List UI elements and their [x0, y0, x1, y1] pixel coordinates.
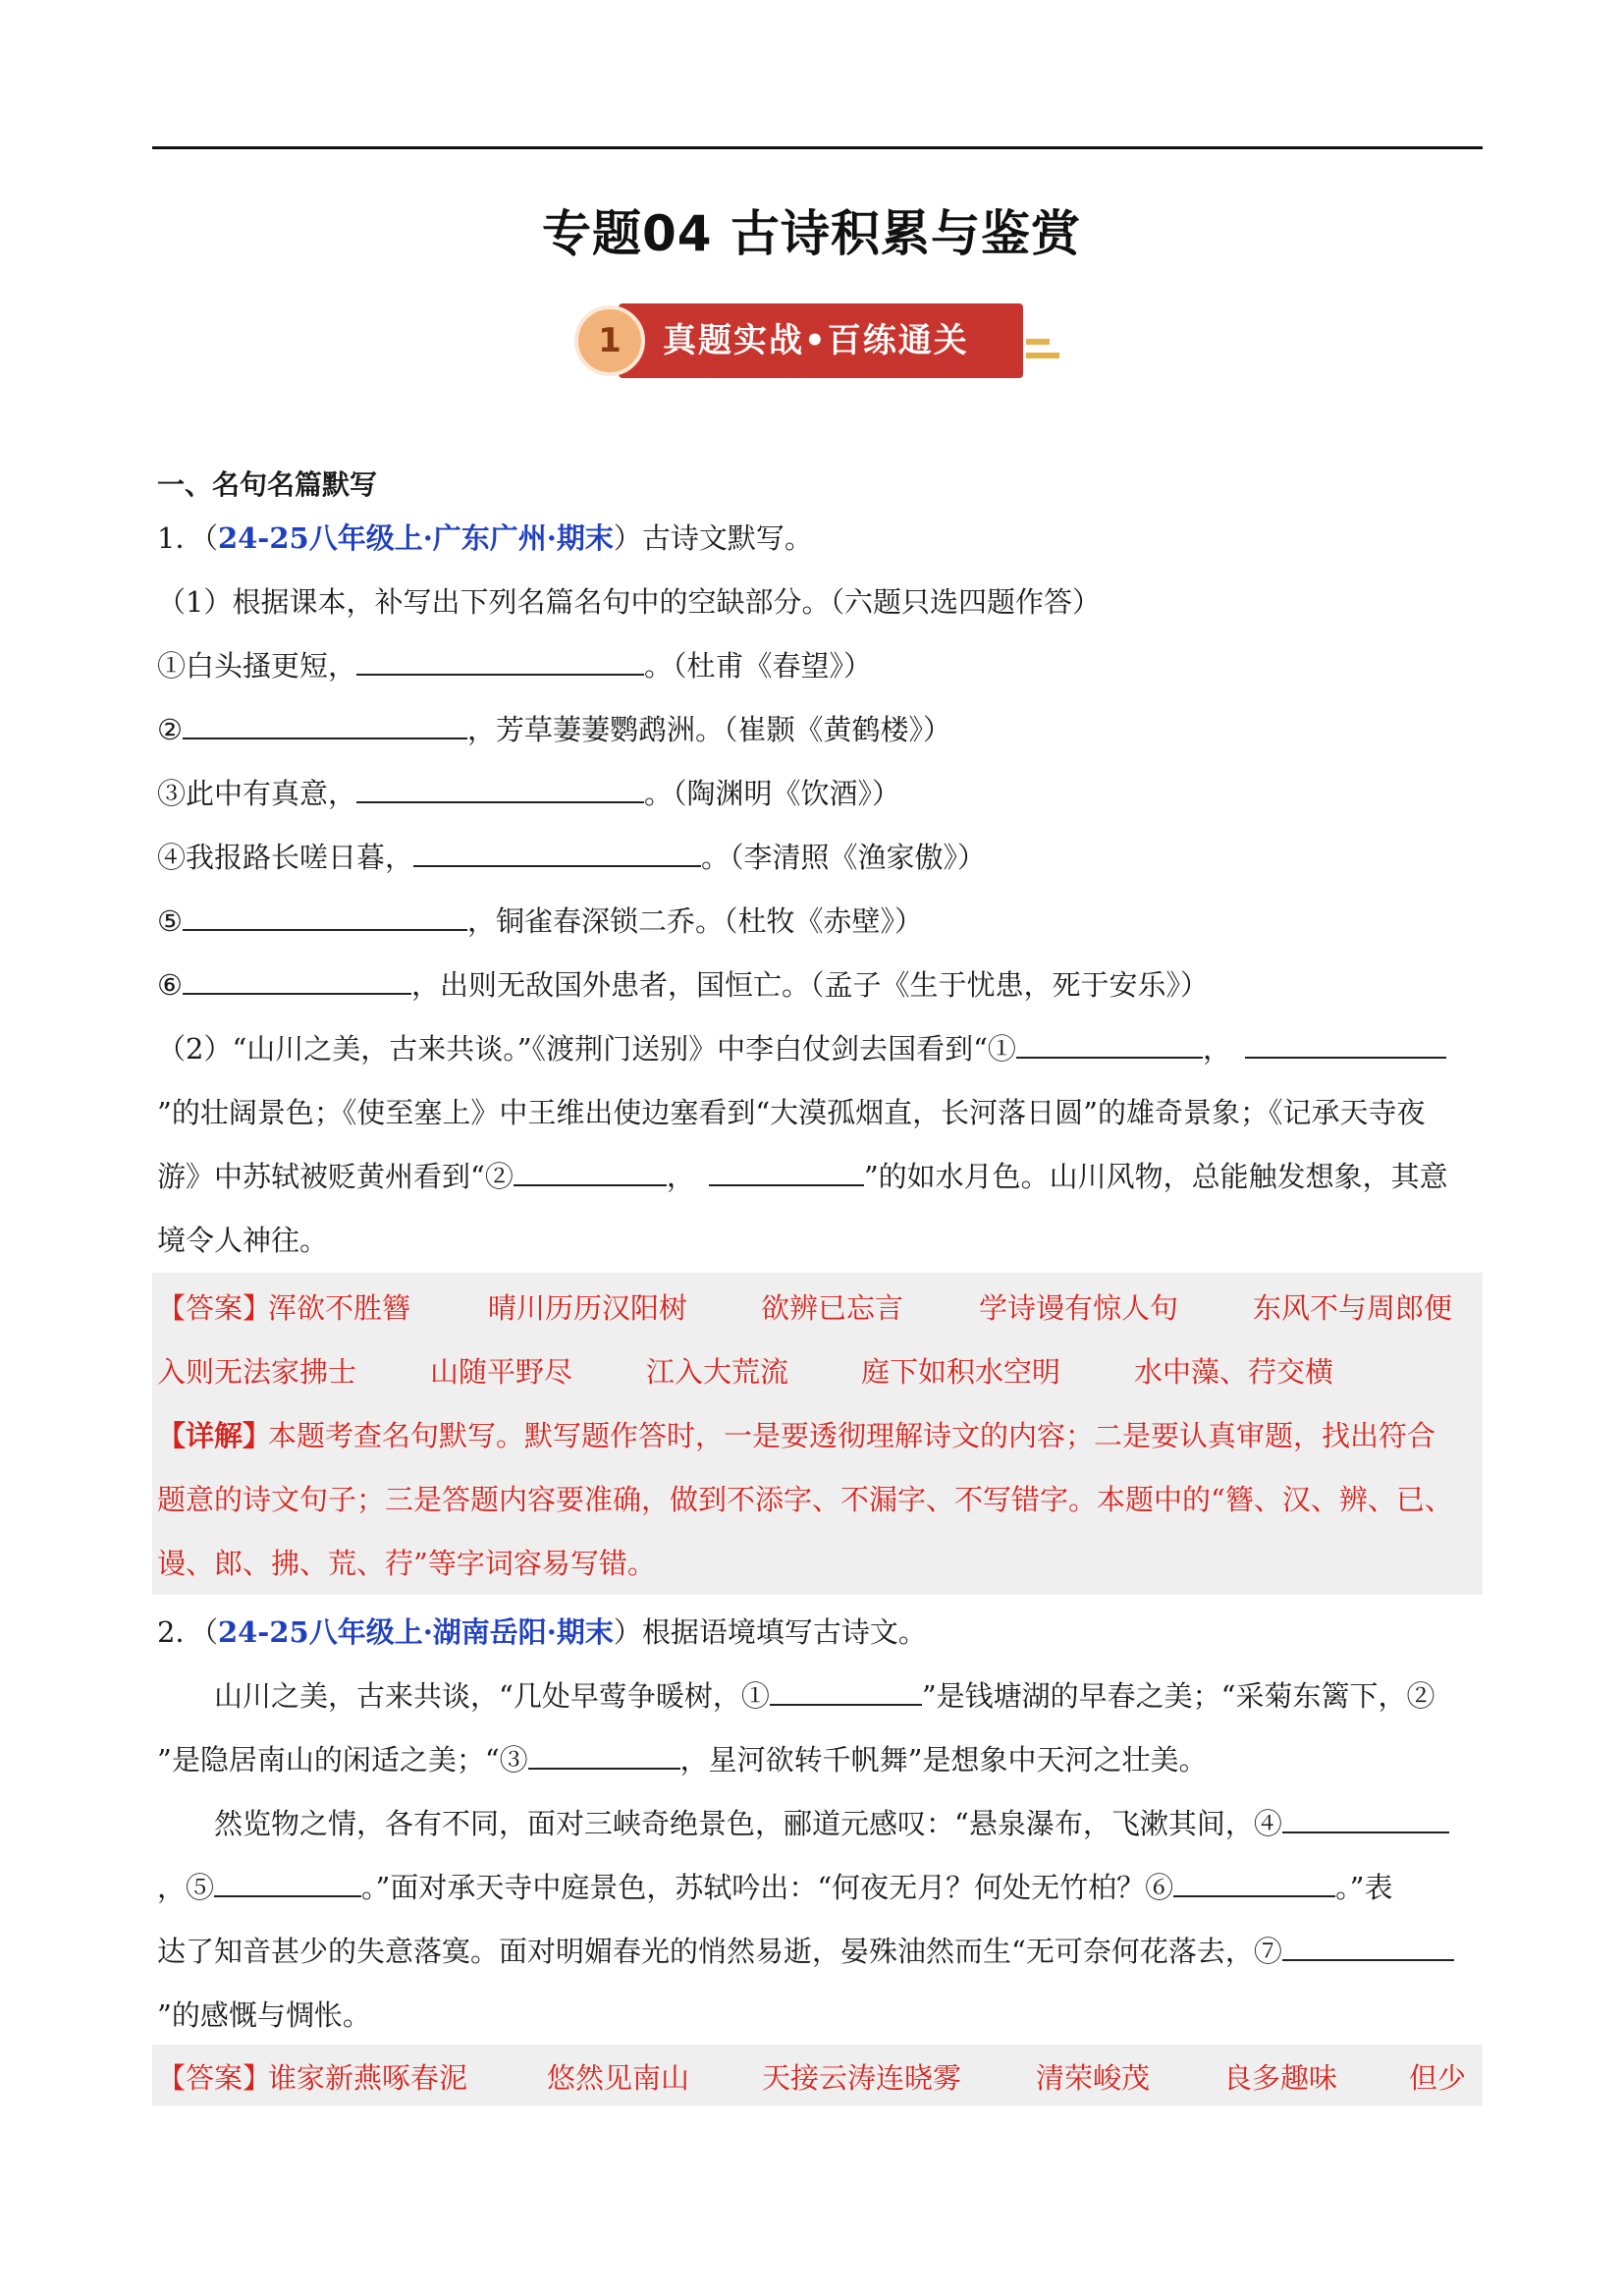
part-2-line: 境令人神往。	[157, 1224, 329, 1257]
answer-blank[interactable]	[528, 1744, 680, 1770]
part-2-text: ，	[666, 1160, 695, 1193]
fill-item-prefix: ④我报路长嗟日暮，	[157, 841, 414, 874]
passage-text: 然览物之情，各有不同，面对三峡奇绝景色，郦道元感叹：“悬泉瀑布，飞漱其间，④	[214, 1807, 1282, 1840]
question-number: 1．（	[157, 521, 218, 555]
answer-blank[interactable]	[214, 1872, 361, 1897]
passage-text: ，星河欲转千帆舞”是想象中天河之壮美。	[679, 1743, 1208, 1777]
q2-passage-line: ”的感慨与惆怅。	[157, 1998, 371, 2032]
answer-row	[152, 1350, 1483, 1397]
detail-text: 谩、郎、拂、荒、荇”等字词容易写错。	[157, 1547, 656, 1580]
page-title: 专题04 古诗积累与鉴赏	[542, 205, 1081, 262]
answer-blank[interactable]	[709, 1161, 864, 1186]
fill-item-suffix: 。（杜甫《春望》）	[644, 649, 873, 683]
answer-item: 谁家新燕啄春泥	[268, 2061, 468, 2095]
part-2-text: 游》中苏轼被贬黄州看到“②	[157, 1160, 514, 1193]
passage-text: 。”表	[1335, 1871, 1393, 1904]
fill-item	[157, 900, 1483, 940]
answer-item: 良多趣味	[1223, 2061, 1338, 2095]
detail-label: 【详解】	[157, 1419, 272, 1452]
question-2-header	[157, 1611, 1483, 1651]
banner-decoration	[1026, 339, 1050, 345]
answer-label: 【答案】	[157, 2061, 272, 2095]
passage-text: ”是钱塘湖的早春之美；“采菊东篱下，②	[921, 1679, 1435, 1713]
part-2-text: ”的如水月色。山川风物，总能触发想象，其意	[863, 1160, 1448, 1193]
q2-passage-line	[214, 1674, 1481, 1715]
banner-number: 1	[574, 305, 645, 376]
answer-blank[interactable]	[1245, 1033, 1446, 1059]
answer-blank[interactable]	[514, 1161, 667, 1186]
answer-row	[152, 1286, 1483, 1334]
part-2-line	[157, 1027, 1483, 1067]
fill-item-prefix: ⑥	[157, 968, 183, 1002]
part-2-line	[157, 1155, 1483, 1195]
answer-blank[interactable]	[183, 905, 467, 931]
fill-item	[157, 963, 1483, 1004]
detail-row	[152, 1478, 1483, 1525]
q2-passage-line	[157, 1866, 1483, 1906]
fill-item-suffix: ，出则无敌国外患者，国恒亡。（孟子《生于忧患，死于安乐》）	[411, 968, 1210, 1002]
question-number: 2．（	[157, 1615, 218, 1649]
answer-blank[interactable]	[1282, 1936, 1454, 1961]
answer-item: 东风不与周郎便	[1253, 1291, 1453, 1325]
answer-item: 水中藻、荇交横	[1134, 1355, 1334, 1389]
answer-blank[interactable]	[1173, 1872, 1335, 1897]
section-banner	[574, 301, 1065, 382]
q2-passage-line	[214, 1802, 1481, 1842]
fill-item	[157, 644, 1483, 684]
answer-box	[152, 1273, 1483, 1595]
answer-blank[interactable]	[413, 842, 701, 867]
q2-passage-line	[157, 1738, 1483, 1778]
passage-text: ”是隐居南山的闲适之美；“③	[157, 1743, 528, 1777]
fill-item-prefix: ⑤	[157, 904, 183, 938]
answer-blank[interactable]	[1016, 1033, 1203, 1059]
passage-text: 山川之美，古来共谈，“几处早莺争暖树，①	[214, 1679, 770, 1713]
answer-blank[interactable]	[183, 714, 467, 739]
answer-item: 学诗谩有惊人句	[979, 1291, 1179, 1325]
answer-label: 【答案】	[157, 1291, 272, 1325]
q2-passage-line	[157, 1930, 1483, 1970]
detail-text: 题意的诗文句子；三是答题内容要准确，做到不添字、不漏字、不写错字。本题中的“簪、汉、辨、已、	[157, 1483, 1453, 1516]
fill-item-suffix: 。（李清照《渔家傲》）	[701, 841, 987, 874]
detail-row	[152, 1414, 1483, 1461]
fill-item-suffix: ，芳草萋萋鹦鹉洲。（崔颢《黄鹤楼》）	[467, 713, 952, 746]
question-source: 24-25八年级上·湖南岳阳·期末	[217, 1615, 614, 1649]
fill-item-prefix: ①白头搔更短，	[157, 649, 357, 683]
part-2-text: （2）“山川之美，古来共谈。”《渡荆门送别》中李白仗剑去国看到“①	[157, 1032, 1016, 1066]
answer-box	[152, 2045, 1483, 2105]
part-2-text: ，	[1202, 1032, 1231, 1066]
fill-item-prefix: ③此中有真意，	[157, 777, 357, 810]
answer-row	[152, 2056, 1483, 2104]
answer-blank[interactable]	[356, 778, 644, 803]
answer-item: 悠然见南山	[547, 2061, 690, 2095]
answer-item: 江入大荒流	[646, 1355, 789, 1389]
part-1-instruction: （1）根据课本，补写出下列名篇名句中的空缺部分。（六题只选四题作答）	[157, 585, 1101, 619]
answer-blank[interactable]	[770, 1680, 922, 1706]
part-2-line: ”的壮阔景色；《使至塞上》中王维出使边塞看到“大漠孤烟直，长河落日圆”的雄奇景象；《记承天寺夜	[157, 1096, 1426, 1129]
question-source: 24-25八年级上·广东广州·期末	[217, 521, 614, 555]
answer-item: 天接云涛连晓雾	[762, 2061, 962, 2095]
answer-item: 庭下如积水空明	[861, 1355, 1061, 1389]
detail-text: 本题考查名句默写。默写题作答时，一是要透彻理解诗文的内容；二是要认真审题，找出符合	[268, 1419, 1436, 1452]
answer-blank[interactable]	[1282, 1808, 1449, 1833]
answer-item: 山随平野尽	[430, 1355, 573, 1389]
section-heading: 一、名句名篇默写	[157, 468, 378, 501]
fill-item-suffix: ，铜雀春深锁二乔。（杜牧《赤壁》）	[467, 904, 924, 938]
question-prompt: ）根据语境填写古诗文。	[613, 1615, 927, 1649]
answer-blank[interactable]	[356, 650, 644, 676]
fill-item	[157, 772, 1483, 812]
answer-item: 欲辨已忘言	[761, 1291, 904, 1325]
fill-item	[157, 708, 1483, 748]
answer-item: 浑欲不胜簪	[268, 1291, 411, 1325]
fill-item-prefix: ②	[157, 713, 183, 746]
banner-text: 真题实战•百练通关	[663, 321, 969, 360]
answer-blank[interactable]	[183, 969, 411, 995]
passage-text: 。”面对承天寺中庭景色，苏轼吟出：“何夜无月？何处无竹柏？⑥	[361, 1871, 1174, 1904]
header-rule	[152, 146, 1483, 149]
answer-item: 入则无法家拂士	[157, 1355, 357, 1389]
passage-text: 达了知音甚少的失意落寞。面对明媚春光的悄然易逝，晏殊油然而生“无可奈何花落去，⑦	[157, 1935, 1282, 1968]
answer-item: 清荣峻茂	[1036, 2061, 1151, 2095]
banner-decoration	[1026, 353, 1059, 358]
answer-item: 晴川历历汉阳树	[488, 1291, 688, 1325]
fill-item-suffix: 。（陶渊明《饮酒》）	[644, 777, 901, 810]
answer-item: 但少	[1409, 2061, 1467, 2095]
detail-row	[152, 1542, 1483, 1589]
fill-item	[157, 836, 1483, 876]
question-1-header	[157, 517, 1483, 557]
passage-text: ，⑤	[157, 1871, 215, 1904]
question-prompt: ）古诗文默写。	[613, 521, 813, 555]
